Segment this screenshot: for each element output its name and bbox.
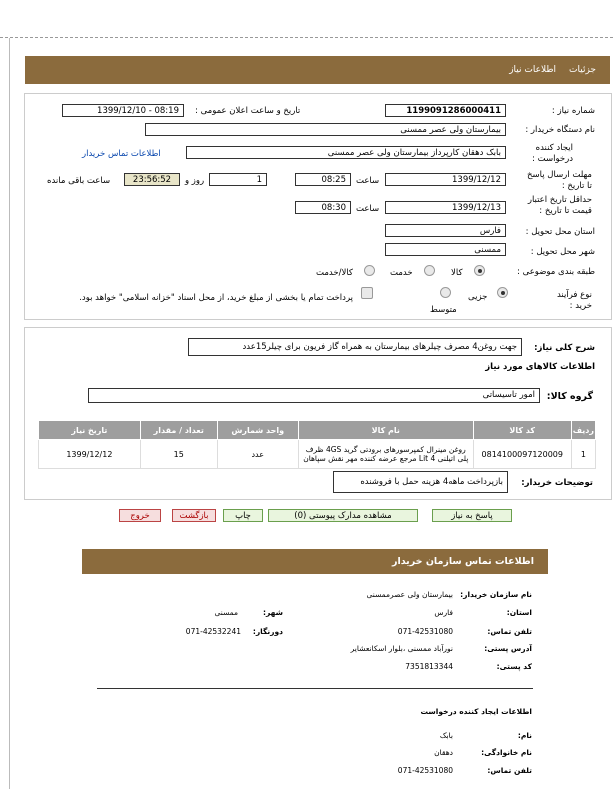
contact-org-value: بیمارستان ولی عصرممسنی xyxy=(366,590,453,599)
announce-label: تاریخ و ساعت اعلان عمومی : xyxy=(195,106,301,116)
deadline-time-field: 08:25 xyxy=(295,173,351,186)
print-button[interactable]: چاپ xyxy=(223,509,263,522)
page-title: اطلاعات نیاز xyxy=(509,65,556,75)
announce-field: 1399/12/10 - 08:19 xyxy=(62,104,184,117)
contact-divider xyxy=(97,688,533,689)
cell-date: 1399/12/12 xyxy=(39,440,141,469)
city-field: ممسنی xyxy=(385,243,506,256)
city-label: شهر محل تحویل : xyxy=(530,247,595,257)
deadline-date-field: 1399/12/12 xyxy=(385,173,506,186)
contact-province-value: فارس xyxy=(434,608,453,617)
process-medium-radio[interactable] xyxy=(440,287,451,298)
day-label: روز و xyxy=(185,176,205,186)
category-service-label: خدمت xyxy=(390,268,413,278)
left-border xyxy=(9,38,10,789)
treasury-payment-checkbox[interactable] xyxy=(361,287,373,299)
contact-phone-value: 071-42531080 xyxy=(397,627,453,636)
tab-details[interactable]: جزئیات xyxy=(569,65,596,75)
attachments-button[interactable]: مشاهده مدارک پیوستی (0) xyxy=(268,509,418,522)
creator-phone-value: 071-42531080 xyxy=(397,766,453,775)
treasury-payment-note: پرداخت تمام یا بخشی از مبلغ خرید، از محل اسناد "خزانه اسلامی" خواهد بود. xyxy=(79,293,353,303)
group-label: گروه کالا: xyxy=(546,391,593,402)
top-dashed-divider xyxy=(0,37,613,38)
col-qty: تعداد / مقدار xyxy=(140,421,217,440)
deadline-label: مهلت ارسال پاسخ تا تاریخ : xyxy=(527,170,592,191)
exit-button[interactable]: خروج xyxy=(119,509,161,522)
creator-name-label: نام: xyxy=(517,731,532,740)
category-goods-radio[interactable] xyxy=(474,265,485,276)
page-header xyxy=(25,56,610,84)
province-label: استان محل تحویل : xyxy=(525,227,595,237)
validity-label: حداقل تاریخ اعتبار قیمت تا تاریخ : xyxy=(527,195,592,216)
contact-header xyxy=(82,549,548,574)
days-field: 1 xyxy=(209,173,267,186)
need-number-label: شماره نیاز : xyxy=(551,106,595,116)
creator-name-value: بابک xyxy=(439,731,453,740)
reply-button[interactable]: پاسخ به نیاز xyxy=(432,509,512,522)
creator-field: بابک دهقان کارپرداز بیمارستان ولی عصر ممسنی xyxy=(186,146,506,159)
cell-qty: 15 xyxy=(140,440,217,469)
category-goods-label: کالا xyxy=(451,268,463,278)
cell-unit: عدد xyxy=(217,440,298,469)
col-unit: واحد شمارش xyxy=(217,421,298,440)
buyer-notes-field: بازپرداخت ماهه4 هزینه حمل با فروشنده xyxy=(333,471,508,493)
process-medium-label: متوسط xyxy=(430,305,457,315)
need-number-field: 1199091286000411 xyxy=(385,104,506,117)
contact-org-label: نام سازمان خریدار: xyxy=(460,590,532,599)
contact-fax-label: دورنگار: xyxy=(252,627,283,636)
remaining-time-field: 23:56:52 xyxy=(124,173,180,186)
contact-province-label: استان: xyxy=(506,608,532,617)
contact-postal-value: 7351813344 xyxy=(405,662,453,671)
category-goods-service-radio[interactable] xyxy=(364,265,375,276)
validity-date-field: 1399/12/13 xyxy=(385,201,506,214)
buyer-org-label: نام دستگاه خریدار : xyxy=(525,125,595,135)
process-label: نوع فرآیند خرید : xyxy=(556,290,592,311)
contact-city-label: شهر: xyxy=(263,608,283,617)
deadline-time-label: ساعت xyxy=(356,176,380,186)
remaining-label: ساعت باقی مانده xyxy=(47,176,111,186)
goods-table xyxy=(38,420,596,469)
category-goods-service-label: کالا/خدمت xyxy=(316,268,353,278)
group-field: امور تاسیساتی xyxy=(88,388,540,403)
contact-postal-label: کد پستی: xyxy=(496,662,532,671)
validity-time-field: 08:30 xyxy=(295,201,351,214)
col-date: تاریخ نیاز xyxy=(39,421,141,440)
cell-name: روغن مینرال کمپرسورهای برودتی گرید 4GS ظرف پلی اتیلنی 4 Lit مرجع عرضه کننده مهر نقش سپاهان xyxy=(298,440,473,469)
cell-code: 0814100097120009 xyxy=(473,440,571,469)
category-service-radio[interactable] xyxy=(424,265,435,276)
col-code: کد کالا xyxy=(473,421,571,440)
contact-phone-label: تلفن تماس: xyxy=(487,627,532,636)
validity-time-label: ساعت xyxy=(356,204,380,214)
contact-address-label: آدرس پستی: xyxy=(484,644,532,653)
cell-row: 1 xyxy=(571,440,595,469)
creator-phone-label: تلفن تماس: xyxy=(487,766,532,775)
col-row: ردیف xyxy=(571,421,595,440)
contact-city-value: ممسنی xyxy=(214,608,238,617)
process-minor-label: جزیی xyxy=(468,292,488,302)
buyer-org-field: بیمارستان ولی عصر ممسنی xyxy=(145,123,506,136)
desc-field: جهت روغن4 مصرف چیلرهای بیمارستان به همراه گاز فریون برای چیلر15عدد xyxy=(188,338,522,356)
table-row xyxy=(39,440,596,469)
creator-family-value: دهقان xyxy=(434,748,453,757)
contact-address-value: نورآباد ممسنی ،بلوار اسکانعشایر xyxy=(350,644,453,653)
contact-fax-value: 071-42532241 xyxy=(185,627,241,636)
creator-family-label: نام خانوادگی: xyxy=(481,748,532,757)
province-field: فارس xyxy=(385,224,506,237)
buyer-contact-link[interactable]: اطلاعات تماس خریدار xyxy=(82,149,161,159)
col-name: نام کالا xyxy=(298,421,473,440)
creator-info-title: اطلاعات ایجاد کننده درخواست xyxy=(420,707,532,716)
category-label: طبقه بندی موضوعی : xyxy=(517,267,595,277)
back-button[interactable]: بازگشت xyxy=(172,509,216,522)
contact-title: اطلاعات تماس سازمان خریدار xyxy=(391,556,534,567)
process-minor-radio[interactable] xyxy=(497,287,508,298)
creator-label: ایجاد کننده درخواست : xyxy=(532,143,573,164)
buyer-notes-label: توضیحات خریدار: xyxy=(521,478,593,488)
goods-title: اطلاعات کالاهای مورد نیاز xyxy=(485,362,595,372)
desc-label: شرح کلی نیاز: xyxy=(534,343,595,353)
